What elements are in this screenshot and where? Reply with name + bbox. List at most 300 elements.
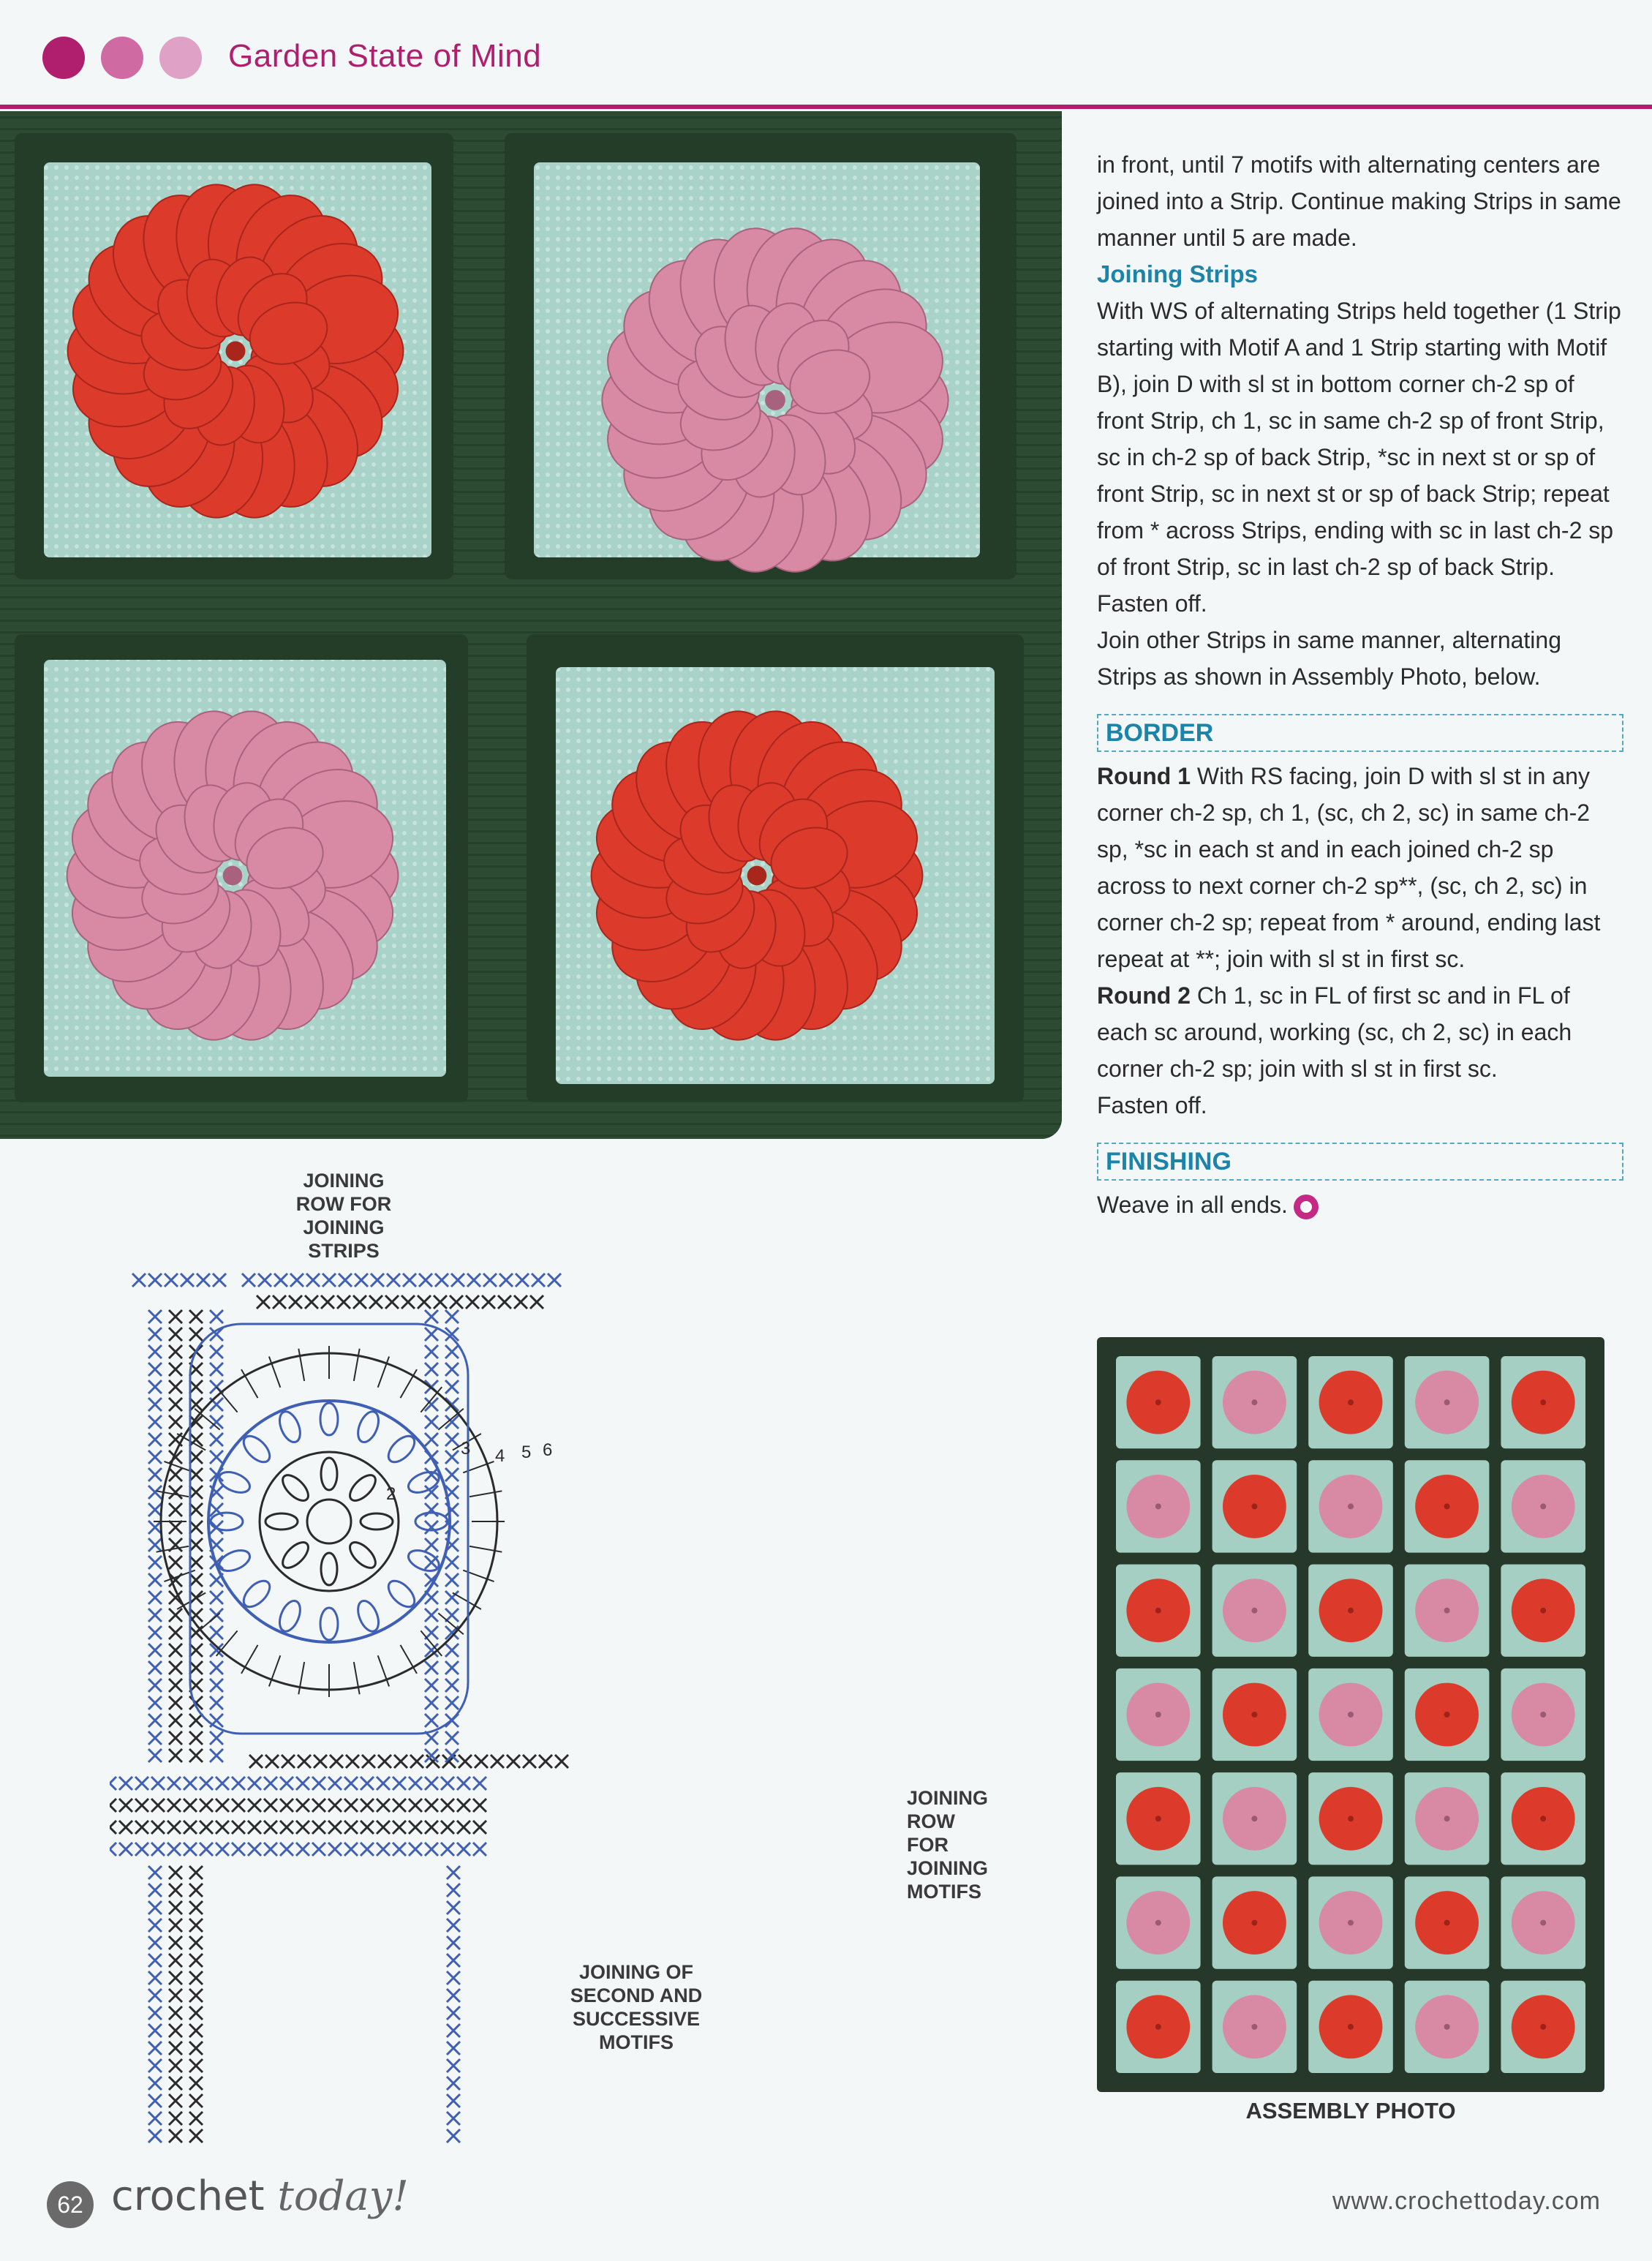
stitch-mark bbox=[148, 2129, 162, 2143]
round-1 bbox=[1097, 758, 1623, 977]
section-dot-2 bbox=[101, 37, 143, 79]
stitch-mark bbox=[264, 1843, 277, 1856]
stitch-mark bbox=[189, 1503, 203, 1516]
stitch-mark bbox=[425, 1538, 438, 1551]
stitch-mark bbox=[410, 1755, 423, 1768]
stitch-mark bbox=[394, 1755, 407, 1768]
stitch-mark bbox=[189, 1644, 203, 1657]
assembly-square bbox=[1116, 1876, 1201, 1968]
stitch-mark bbox=[189, 1731, 203, 1745]
stitch-mark bbox=[232, 1777, 245, 1790]
assembly-square bbox=[1501, 1876, 1585, 1968]
stitch-mark bbox=[148, 1731, 162, 1745]
stitch-mark bbox=[148, 1714, 162, 1727]
stitch-mark bbox=[189, 1884, 203, 1897]
stitch-mark bbox=[483, 1274, 497, 1287]
stitch-mark bbox=[265, 1755, 279, 1768]
website-url: www.crochettoday.com bbox=[1332, 2187, 1601, 2215]
stitch-mark bbox=[445, 1609, 459, 1622]
stitch-mark bbox=[523, 1755, 536, 1768]
stitch-mark bbox=[169, 1556, 182, 1569]
stitch-mark bbox=[169, 1626, 182, 1639]
assembly-square bbox=[1212, 1981, 1297, 2073]
stitch-mark bbox=[264, 1821, 277, 1834]
assembly-square bbox=[1501, 1772, 1585, 1865]
stitch-mark bbox=[445, 1468, 459, 1481]
assembly-square bbox=[1308, 1460, 1393, 1552]
stitch-mark bbox=[119, 1843, 132, 1856]
stitch-mark bbox=[148, 1433, 162, 1446]
stitch-mark bbox=[148, 1749, 162, 1762]
stitch-mark bbox=[189, 2042, 203, 2055]
stitch-mark bbox=[441, 1799, 454, 1812]
stitch-mark bbox=[189, 2006, 203, 2020]
stitch-mark bbox=[445, 1573, 459, 1587]
stitch-mark bbox=[169, 1866, 182, 1879]
stitch-mark bbox=[323, 1274, 336, 1287]
assembly-square bbox=[1308, 1356, 1393, 1448]
stitch-mark bbox=[264, 1799, 277, 1812]
stitch-mark bbox=[169, 1731, 182, 1745]
assembly-square bbox=[1212, 1356, 1297, 1448]
stitch-mark bbox=[532, 1274, 545, 1287]
stitch-mark bbox=[148, 1989, 162, 2002]
stitch-mark bbox=[393, 1821, 406, 1834]
stitch-mark bbox=[169, 1310, 182, 1323]
brand-main: crochet bbox=[111, 2172, 278, 2220]
stitch-mark bbox=[539, 1755, 552, 1768]
stitch-mark bbox=[447, 1971, 460, 1985]
stitch-mark bbox=[169, 2059, 182, 2072]
assembly-square bbox=[1501, 1669, 1585, 1761]
stitch-mark bbox=[445, 1363, 459, 1376]
finishing-paragraph bbox=[1097, 1186, 1623, 1223]
stitch-mark bbox=[361, 1821, 374, 1834]
intro-paragraph: in front, until 7 motifs with alternating centers are joined into a Strip. Continue making Strips in same manner until 5 are made. bbox=[1097, 151, 1621, 251]
stitch-mark bbox=[328, 1799, 342, 1812]
stitch-mark bbox=[148, 2094, 162, 2107]
stitch-mark bbox=[447, 2024, 460, 2037]
stitch-mark bbox=[189, 2129, 203, 2143]
stitch-mark bbox=[148, 1468, 162, 1481]
section-dots bbox=[42, 37, 202, 79]
stitch-mark bbox=[189, 1714, 203, 1727]
stitch-mark bbox=[165, 1274, 178, 1287]
stitch-mark bbox=[377, 1799, 390, 1812]
stitch-mark bbox=[148, 1573, 162, 1587]
assembly-square bbox=[1212, 1876, 1297, 1968]
stitch-mark bbox=[445, 1749, 459, 1762]
stitch-mark bbox=[312, 1777, 325, 1790]
stitch-mark bbox=[169, 1486, 182, 1499]
stitch-mark bbox=[189, 1901, 203, 1914]
motifs-photo-image bbox=[0, 111, 1062, 1139]
stitch-mark bbox=[169, 1989, 182, 2002]
page-header bbox=[0, 0, 1652, 110]
stitch-rows bbox=[110, 1274, 568, 2143]
stitch-mark bbox=[393, 1777, 406, 1790]
stitch-mark bbox=[306, 1274, 320, 1287]
stitch-mark bbox=[425, 1661, 438, 1674]
stitch-mark bbox=[148, 2112, 162, 2125]
stitch-mark bbox=[135, 1843, 148, 1856]
stitch-mark bbox=[447, 1866, 460, 1879]
stitch-mark bbox=[148, 1363, 162, 1376]
stitch-mark bbox=[425, 1821, 438, 1834]
stitch-mark bbox=[148, 1644, 162, 1657]
stitch-mark bbox=[312, 1843, 325, 1856]
stitch-mark bbox=[473, 1799, 486, 1812]
stitch-mark bbox=[242, 1274, 255, 1287]
stitch-mark bbox=[445, 1433, 459, 1446]
stitch-mark bbox=[445, 1556, 459, 1569]
stitch-mark bbox=[148, 1328, 162, 1341]
stitch-mark bbox=[248, 1799, 261, 1812]
stitch-mark bbox=[274, 1274, 287, 1287]
assembly-square bbox=[1405, 1772, 1490, 1865]
stitch-mark bbox=[169, 1919, 182, 1932]
stitch-mark bbox=[216, 1777, 229, 1790]
stitch-mark bbox=[216, 1843, 229, 1856]
stitch-mark bbox=[169, 2112, 182, 2125]
assembly-square bbox=[1405, 1460, 1490, 1552]
stitch-mark bbox=[450, 1295, 463, 1309]
stitch-mark bbox=[200, 1799, 213, 1812]
stitch-mark bbox=[197, 1274, 210, 1287]
stitch-mark bbox=[330, 1755, 343, 1768]
stitch-mark bbox=[148, 1591, 162, 1604]
stitch-mark bbox=[148, 1380, 162, 1393]
fasten-off-2: Fasten off. bbox=[1097, 1092, 1207, 1118]
stitch-mark bbox=[425, 1696, 438, 1709]
stitch-mark bbox=[457, 1777, 470, 1790]
stitch-mark bbox=[339, 1274, 352, 1287]
stitch-mark bbox=[132, 1274, 146, 1287]
stitch-mark bbox=[473, 1821, 486, 1834]
joining-strips-heading: Joining Strips bbox=[1097, 260, 1259, 287]
stitch-mark bbox=[210, 1679, 223, 1692]
stitch-mark bbox=[148, 1415, 162, 1429]
stitch-mark bbox=[169, 1901, 182, 1914]
stitch-mark bbox=[289, 1295, 302, 1309]
stitch-mark bbox=[167, 1799, 181, 1812]
stitch-mark bbox=[148, 1609, 162, 1622]
stitch-mark bbox=[361, 1777, 374, 1790]
stitch-mark bbox=[189, 1573, 203, 1587]
stitch-mark bbox=[169, 1884, 182, 1897]
label-second-motifs: JOINING OF SECOND AND SUCCESSIVE MOTIFS bbox=[570, 1961, 703, 2053]
stitch-mark bbox=[169, 1696, 182, 1709]
assembly-square bbox=[1405, 1669, 1490, 1761]
finishing-text: Weave in all ends. bbox=[1097, 1192, 1288, 1218]
stitch-mark bbox=[148, 1310, 162, 1323]
stitch-mark bbox=[447, 1901, 460, 1914]
stitch-mark bbox=[447, 1936, 460, 1949]
stitch-mark bbox=[189, 2094, 203, 2107]
assembly-square bbox=[1212, 1460, 1297, 1552]
stitch-mark bbox=[148, 2024, 162, 2037]
stitch-mark bbox=[441, 1821, 454, 1834]
stitch-mark bbox=[514, 1295, 527, 1309]
stitch-mark bbox=[169, 1363, 182, 1376]
stitch-mark bbox=[321, 1295, 334, 1309]
stitch-mark bbox=[447, 2059, 460, 2072]
stitch-mark bbox=[451, 1274, 464, 1287]
stitch-mark bbox=[447, 2006, 460, 2020]
stitch-mark bbox=[189, 1521, 203, 1534]
stitch-mark bbox=[169, 1609, 182, 1622]
stitch-mark bbox=[425, 1521, 438, 1534]
stitch-mark bbox=[232, 1843, 245, 1856]
stitch-mark bbox=[148, 1521, 162, 1534]
stitch-mark bbox=[148, 1901, 162, 1914]
stitch-mark bbox=[119, 1821, 132, 1834]
stitch-mark bbox=[457, 1799, 470, 1812]
stitch-mark bbox=[184, 1843, 197, 1856]
stitch-mark bbox=[135, 1799, 148, 1812]
stitch-mark bbox=[189, 1380, 203, 1393]
round-number: 3 bbox=[461, 1439, 471, 1459]
stitch-mark bbox=[447, 2077, 460, 2090]
border-heading: BORDER bbox=[1097, 714, 1623, 752]
stitch-mark bbox=[169, 2077, 182, 2090]
end-mark-icon bbox=[1294, 1195, 1319, 1219]
stitch-mark bbox=[473, 1843, 486, 1856]
stitch-mark bbox=[169, 2006, 182, 2020]
stitch-mark bbox=[355, 1274, 368, 1287]
stitch-mark bbox=[184, 1777, 197, 1790]
stitch-mark bbox=[169, 1328, 182, 1341]
label-joining-motifs: JOINING ROW FOR JOINING MOTIFS bbox=[907, 1787, 989, 1903]
stitch-mark bbox=[362, 1755, 375, 1768]
stitch-mark bbox=[148, 1538, 162, 1551]
stitch-mark bbox=[548, 1274, 561, 1287]
stitch-mark bbox=[346, 1755, 359, 1768]
round-2-text: Ch 1, sc in FL of first sc and in FL of each sc around, working (sc, ch 2, sc) in each corner ch-2 sp; join with sl st in first sc. bbox=[1097, 982, 1572, 1082]
stitch-mark bbox=[169, 1398, 182, 1411]
assembly-square bbox=[1308, 1669, 1393, 1761]
stitch-mark bbox=[425, 1679, 438, 1692]
stitch-mark bbox=[425, 1609, 438, 1622]
stitch-mark bbox=[189, 2077, 203, 2090]
round-2 bbox=[1097, 977, 1623, 1087]
stitch-mark bbox=[232, 1821, 245, 1834]
stitch-mark bbox=[189, 1310, 203, 1323]
stitch-mark bbox=[210, 1310, 223, 1323]
stitch-mark bbox=[385, 1295, 399, 1309]
stitch-mark bbox=[264, 1777, 277, 1790]
stitch-mark bbox=[167, 1821, 181, 1834]
stitch-mark bbox=[169, 1749, 182, 1762]
stitch-mark bbox=[257, 1295, 270, 1309]
stitch-mark bbox=[425, 1799, 438, 1812]
stitch-mark bbox=[447, 2112, 460, 2125]
stitch-mark bbox=[466, 1295, 479, 1309]
stitch-mark bbox=[210, 1661, 223, 1674]
stitch-mark bbox=[425, 1714, 438, 1727]
stitch-mark bbox=[491, 1755, 504, 1768]
section-dot-3 bbox=[159, 37, 202, 79]
assembly-square bbox=[1116, 1669, 1201, 1761]
assembly-square bbox=[1405, 1356, 1490, 1448]
stitch-mark bbox=[387, 1274, 400, 1287]
assembly-square bbox=[1116, 1356, 1201, 1448]
stitch-mark bbox=[328, 1821, 342, 1834]
stitch-mark bbox=[482, 1295, 495, 1309]
stitch-mark bbox=[189, 2112, 203, 2125]
stitch-mark bbox=[200, 1843, 213, 1856]
stitch-mark bbox=[498, 1295, 511, 1309]
stitch-mark bbox=[189, 1538, 203, 1551]
stitch-mark bbox=[328, 1777, 342, 1790]
stitch-mark bbox=[499, 1274, 513, 1287]
stitch-mark bbox=[296, 1777, 309, 1790]
assembly-square bbox=[1501, 1981, 1585, 2073]
motifs-photo bbox=[0, 111, 1062, 1139]
stitch-mark bbox=[189, 2024, 203, 2037]
assembly-square bbox=[1501, 1460, 1585, 1552]
stitch-mark bbox=[447, 2094, 460, 2107]
stitch-mark bbox=[189, 1936, 203, 1949]
stitch-mark bbox=[184, 1821, 197, 1834]
stitch-mark bbox=[337, 1295, 350, 1309]
stitch-mark bbox=[148, 1451, 162, 1464]
stitch-mark bbox=[110, 1799, 116, 1812]
stitch-mark bbox=[189, 1468, 203, 1481]
stitch-mark bbox=[184, 1799, 197, 1812]
fasten-off-1: Fasten off. bbox=[1097, 590, 1207, 617]
stitch-mark bbox=[210, 1749, 223, 1762]
stitch-mark bbox=[393, 1799, 406, 1812]
stitch-mark bbox=[353, 1295, 366, 1309]
stitch-mark bbox=[189, 2059, 203, 2072]
stitch-mark bbox=[169, 2094, 182, 2107]
stitch-mark bbox=[280, 1821, 293, 1834]
stitch-mark bbox=[110, 1777, 116, 1790]
stitch-mark bbox=[169, 1936, 182, 1949]
assembly-photo-image bbox=[1097, 1337, 1604, 2092]
instructions-column bbox=[1097, 146, 1623, 1223]
stitch-mark bbox=[148, 1679, 162, 1692]
stitch-mark bbox=[403, 1274, 416, 1287]
stitch-mark bbox=[409, 1777, 422, 1790]
round-number: 5 bbox=[521, 1442, 532, 1462]
stitch-mark bbox=[189, 1919, 203, 1932]
stitch-mark bbox=[425, 1777, 438, 1790]
assembly-square bbox=[1308, 1981, 1393, 2073]
round-number: 6 bbox=[543, 1440, 553, 1460]
stitch-mark bbox=[393, 1843, 406, 1856]
stitch-mark bbox=[298, 1755, 311, 1768]
stitch-mark bbox=[110, 1843, 116, 1856]
stitch-mark bbox=[282, 1755, 295, 1768]
assembly-square bbox=[1308, 1876, 1393, 1968]
stitch-mark bbox=[377, 1777, 390, 1790]
stitch-mark bbox=[169, 2129, 182, 2143]
stitch-mark bbox=[189, 1954, 203, 1967]
stitch-mark bbox=[361, 1799, 374, 1812]
assembly-square bbox=[1116, 1981, 1201, 2073]
stitch-mark bbox=[445, 1380, 459, 1393]
round-number: 4 bbox=[495, 1446, 505, 1466]
stitch-mark bbox=[232, 1799, 245, 1812]
stitch-mark bbox=[530, 1295, 543, 1309]
stitch-mark bbox=[445, 1310, 459, 1323]
stitch-mark bbox=[169, 1521, 182, 1534]
stitch-mark bbox=[169, 1679, 182, 1692]
stitch-mark bbox=[169, 1954, 182, 1967]
stitch-mark bbox=[445, 1731, 459, 1745]
stitch-mark bbox=[409, 1843, 422, 1856]
stitch-mark bbox=[425, 1503, 438, 1516]
assembly-square bbox=[1501, 1356, 1585, 1448]
stitch-mark bbox=[148, 2077, 162, 2090]
stitch-mark bbox=[248, 1821, 261, 1834]
stitch-mark bbox=[409, 1799, 422, 1812]
stitch-mark bbox=[148, 1398, 162, 1411]
stitch-mark bbox=[148, 1971, 162, 1985]
stitch-mark bbox=[447, 1954, 460, 1967]
stitch-mark bbox=[280, 1777, 293, 1790]
stitch-mark bbox=[435, 1274, 448, 1287]
section-dot-1 bbox=[42, 37, 85, 79]
stitch-mark bbox=[210, 1451, 223, 1464]
join-other-strips-text: Join other Strips in same manner, alternating Strips as shown in Assembly Photo, below. bbox=[1097, 627, 1561, 690]
stitch-mark bbox=[425, 1363, 438, 1376]
stitch-mark bbox=[189, 1989, 203, 2002]
stitch-mark bbox=[447, 2042, 460, 2055]
stitch-mark bbox=[457, 1821, 470, 1834]
stitch-mark bbox=[425, 1310, 438, 1323]
assembly-square bbox=[1501, 1565, 1585, 1657]
header-rule bbox=[0, 105, 1652, 109]
stitch-mark bbox=[148, 2059, 162, 2072]
stitch-mark bbox=[181, 1274, 194, 1287]
stitch-mark bbox=[148, 1954, 162, 1967]
stitch-mark bbox=[148, 1696, 162, 1709]
section-title: Garden State of Mind bbox=[228, 38, 542, 74]
stitch-mark bbox=[445, 1345, 459, 1358]
stitch-mark bbox=[296, 1843, 309, 1856]
stitch-mark bbox=[210, 1433, 223, 1446]
stitch-mark bbox=[148, 1556, 162, 1569]
stitch-mark bbox=[210, 1696, 223, 1709]
stitch-mark bbox=[447, 1919, 460, 1932]
stitch-mark bbox=[148, 1503, 162, 1516]
stitch-mark bbox=[189, 1749, 203, 1762]
stitch-mark bbox=[280, 1843, 293, 1856]
assembly-square bbox=[1116, 1565, 1201, 1657]
stitch-mark bbox=[312, 1821, 325, 1834]
stitch-mark bbox=[189, 1451, 203, 1464]
stitch-mark bbox=[369, 1295, 382, 1309]
stitch-mark bbox=[200, 1777, 213, 1790]
stitch-mark bbox=[216, 1821, 229, 1834]
assembly-caption: ASSEMBLY PHOTO bbox=[1245, 2098, 1456, 2123]
stitch-mark bbox=[434, 1295, 447, 1309]
stitch-mark bbox=[200, 1821, 213, 1834]
stitch-mark bbox=[445, 1696, 459, 1709]
stitch-mark bbox=[457, 1843, 470, 1856]
stitch-mark bbox=[344, 1843, 358, 1856]
stitch-mark bbox=[167, 1843, 181, 1856]
stitch-mark bbox=[447, 1884, 460, 1897]
stitch-mark bbox=[296, 1821, 309, 1834]
stitch-mark bbox=[401, 1295, 415, 1309]
assembly-square bbox=[1116, 1772, 1201, 1865]
stitch-mark bbox=[377, 1843, 390, 1856]
stitch-mark bbox=[445, 1644, 459, 1657]
